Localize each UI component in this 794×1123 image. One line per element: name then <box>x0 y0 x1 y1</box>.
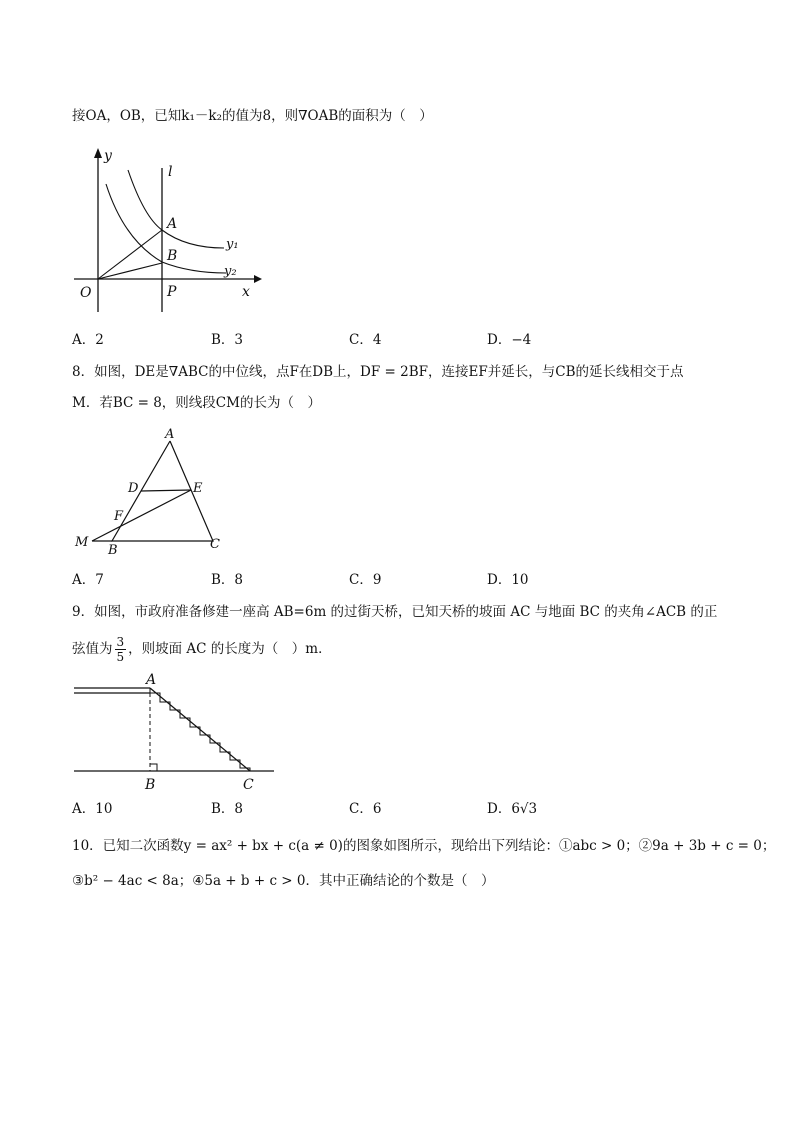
q10-line2: ③b² − 4ac < 8a；④5a + b + c > 0．其中正确结论的个数是（ ） <box>72 873 495 889</box>
q9-option-a[interactable]: A．10 <box>72 801 113 817</box>
q7-text: 接OA，OB，已知k₁－k₂的值为8，则∇OAB的面积为（ ） <box>72 108 433 124</box>
q7-label-y: y <box>104 148 112 164</box>
q8-option-c[interactable]: C．9 <box>349 572 382 588</box>
q10-line1: 10．已知二次函数y = ax² + bx + c(a ≠ 0)的图象如图所示，现给出下列结论：①abc > 0；②9a + 3b + c = 0； <box>72 838 776 854</box>
q8-line1: 8．如图，DE是∇ABC的中位线，点F在DB上，DF = 2BF，连接EF并延长，与CB的延长线相交于点 <box>72 364 684 380</box>
q7-x-arrow <box>254 275 262 283</box>
q9-line2 <box>72 634 332 664</box>
q7-options <box>72 330 672 350</box>
q9-label-C: C <box>243 777 254 793</box>
q9-label-A: A <box>146 672 157 688</box>
q7-segment-OA <box>98 230 162 279</box>
q8-label-M: M <box>75 535 89 550</box>
q8-options <box>72 570 672 590</box>
q7-option-a[interactable]: A．2 <box>72 332 104 348</box>
q8-figure <box>70 424 240 558</box>
q8-line2: M．若BC = 8，则线段CM的长为（ ） <box>72 395 321 411</box>
q7-option-d[interactable]: D．−4 <box>487 332 532 348</box>
q7-label-l: l <box>168 164 173 180</box>
q9-frac-den: 5 <box>116 650 125 664</box>
q7-label-y2: y₂ <box>224 264 237 279</box>
q9-line2-before: 弦值为 <box>72 641 113 657</box>
q8-label-F: F <box>114 509 124 524</box>
q7-label-O: O <box>80 285 92 301</box>
q7-label-y1: y₁ <box>226 237 239 252</box>
q7-figure <box>66 142 266 320</box>
q7-option-b[interactable]: B．3 <box>211 332 244 348</box>
q9-frac-num: 3 <box>116 635 125 649</box>
q8-label-A: A <box>165 427 175 442</box>
q7-label-B: B <box>167 248 178 264</box>
q7-curve-y1 <box>128 170 224 248</box>
q7-label-P: P <box>167 284 177 300</box>
q8-label-C: C <box>210 537 220 552</box>
q9-option-b[interactable]: B．8 <box>211 801 244 817</box>
q8-label-E: E <box>193 481 203 496</box>
q8-option-d[interactable]: D．10 <box>487 572 529 588</box>
q8-label-B: B <box>108 543 118 558</box>
q9-fraction <box>115 635 127 664</box>
q7-option-c[interactable]: C．4 <box>349 332 382 348</box>
q9-figure <box>72 670 278 794</box>
q9-option-c[interactable]: C．6 <box>349 801 382 817</box>
q9-label-B: B <box>145 777 156 793</box>
q8-segment-DE <box>141 490 191 491</box>
q9-line2-after: ，则坡面 AC 的长度为（ ）m． <box>128 641 332 657</box>
q9-line1: 9．如图，市政府准备修建一座高 AB=6m 的过街天桥，已知天桥的坡面 AC 与地面 BC 的夹角∠ACB 的正 <box>72 604 718 620</box>
q8-option-b[interactable]: B．8 <box>211 572 244 588</box>
q7-y-arrow <box>94 148 102 158</box>
q9-right-angle <box>150 764 157 771</box>
q7-label-A: A <box>167 216 178 232</box>
q8-label-D: D <box>128 481 139 496</box>
q7-label-x: x <box>242 284 250 300</box>
q8-option-a[interactable]: A．7 <box>72 572 104 588</box>
q9-option-d[interactable]: D．6√3 <box>487 801 538 817</box>
q8-segment-EM <box>92 490 191 541</box>
q9-options <box>72 799 672 819</box>
